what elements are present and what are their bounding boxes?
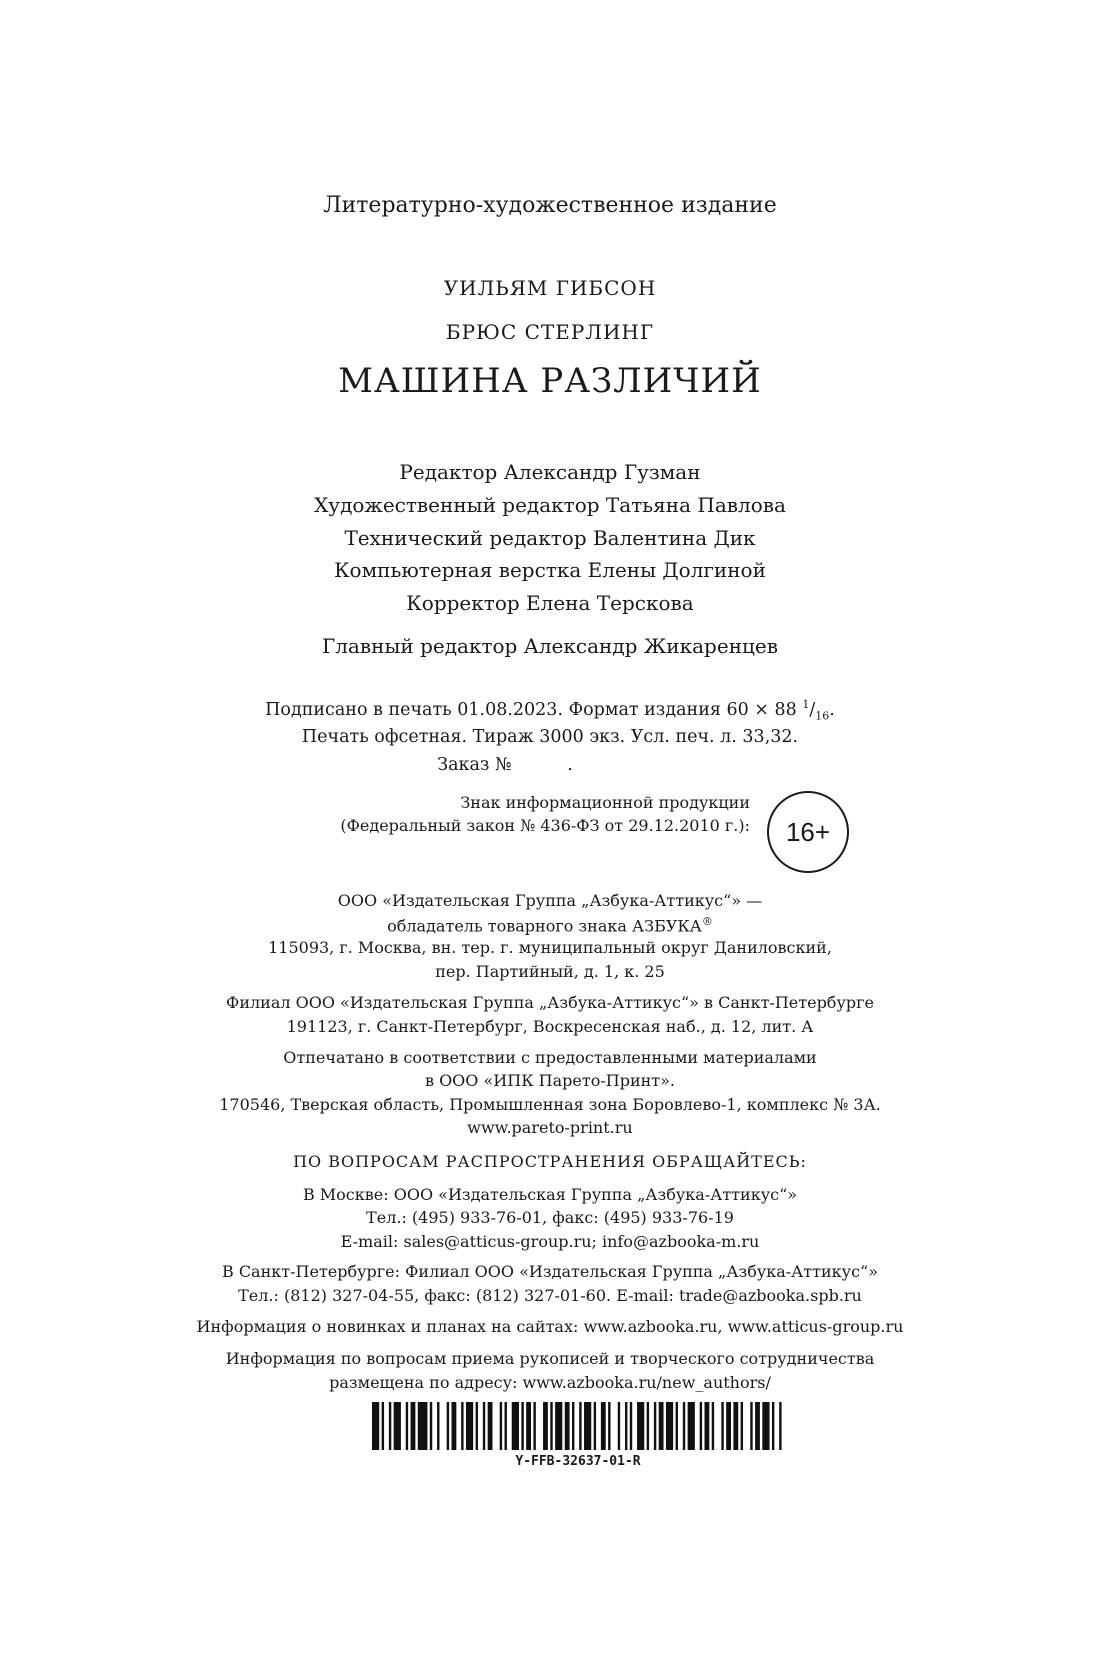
book-title: МАШИНА РАЗЛИЧИЙ bbox=[338, 361, 762, 401]
barcode-bar-52 bbox=[762, 1402, 769, 1450]
barcode-bar-49 bbox=[741, 1402, 743, 1450]
barcode-label: Y-FFB-32637-01-R bbox=[515, 1454, 641, 1469]
info-sign-line2: (Федеральный закон № 436-ФЗ от 29.12.2010 г.): bbox=[340, 816, 750, 835]
barcode-bar-12 bbox=[466, 1402, 473, 1450]
barcode-bar-50 bbox=[750, 1402, 752, 1450]
barcode-bar-25 bbox=[565, 1402, 570, 1450]
barcode-bar-41 bbox=[683, 1402, 685, 1450]
distribution-spb-1: В Санкт-Петербурге: Филиал ООО «Издательская Группа „Азбука-Аттикус“» bbox=[221, 1262, 879, 1281]
credit-tech-editor: Технический редактор Валентина Дик bbox=[344, 526, 756, 550]
barcode-bar-27 bbox=[579, 1402, 581, 1450]
barcode-bar-4 bbox=[406, 1402, 408, 1450]
distribution-moscow-3: E-mail: sales@atticus-group.ru; info@azbooka-m.ru bbox=[340, 1232, 760, 1251]
barcode-bar-35 bbox=[637, 1402, 644, 1450]
barcode-bar-13 bbox=[476, 1402, 478, 1450]
publisher-line1: ООО «Издательская Группа „Азбука-Аттикус“» — bbox=[337, 891, 763, 910]
barcode-bar-39 bbox=[666, 1402, 673, 1450]
distribution-moscow-2: Тел.: (495) 933-76-01, факс: (495) 933-76-19 bbox=[366, 1208, 734, 1227]
barcode-bar-51 bbox=[755, 1402, 760, 1450]
order-number: Заказ № . bbox=[437, 755, 573, 775]
barcode-bar-20 bbox=[526, 1402, 531, 1450]
barcode-bar-0 bbox=[372, 1402, 379, 1450]
barcode-bar-44 bbox=[704, 1402, 709, 1450]
barcode-bar-28 bbox=[584, 1402, 591, 1450]
manuscripts-line2: размещена по адресу: www.azbooka.ru/new_authors/ bbox=[329, 1373, 771, 1392]
publisher-line3: 115093, г. Москва, вн. тер. г. муниципальный округ Даниловский, bbox=[268, 938, 832, 957]
branch-line1: Филиал ООО «Издательская Группа „Азбука-Аттикус“» в Санкт-Петербурге bbox=[226, 993, 874, 1012]
barcode-bar-48 bbox=[733, 1402, 738, 1450]
websites-info: Информация о новинках и планах на сайтах: www.azbooka.ru, www.atticus-group.ru bbox=[196, 1317, 904, 1336]
publisher-line4: пер. Партийный, д. 1, к. 25 bbox=[435, 962, 665, 981]
barcode-bar-26 bbox=[572, 1402, 574, 1450]
credit-corrector: Корректор Елена Терскова bbox=[406, 591, 694, 615]
barcode-bar-29 bbox=[594, 1402, 596, 1450]
distribution-heading: ПО ВОПРОСАМ РАСПРОСТРАНЕНИЯ ОБРАЩАЙТЕСЬ: bbox=[293, 1152, 807, 1171]
info-sign-line1: Знак информационной продукции bbox=[460, 793, 750, 812]
barcode-bar-18 bbox=[512, 1402, 519, 1450]
printer-website: www.pareto-print.ru bbox=[467, 1118, 633, 1137]
barcode-bar-30 bbox=[601, 1402, 606, 1450]
barcode-bar-42 bbox=[688, 1402, 695, 1450]
barcode-bar-43 bbox=[700, 1402, 702, 1450]
barcode-bar-1 bbox=[382, 1402, 384, 1450]
branch-line2: 191123, г. Санкт-Петербург, Воскресенская наб., д. 12, лит. А bbox=[286, 1017, 814, 1036]
printer-line3: 170546, Тверская область, Промышленная зона Боровлево-1, комплекс № 3А. bbox=[219, 1095, 881, 1114]
distribution-spb-2: Тел.: (812) 327-04-55, факс: (812) 327-01-60. E-mail: trade@azbooka.spb.ru bbox=[238, 1286, 862, 1305]
barcode-bar-10 bbox=[452, 1402, 457, 1450]
barcode-bar-32 bbox=[618, 1402, 620, 1450]
manuscripts-line1: Информация по вопросам приема рукописей и творческого сотрудничества bbox=[225, 1349, 875, 1368]
barcode-bar-21 bbox=[533, 1402, 535, 1450]
barcode-bar-38 bbox=[659, 1402, 664, 1450]
barcode-bar-36 bbox=[647, 1402, 649, 1450]
barcode-bar-3 bbox=[394, 1402, 401, 1450]
publisher-line2: обладатель товарного знака АЗБУКА® bbox=[387, 915, 713, 936]
barcode-bar-45 bbox=[712, 1402, 714, 1450]
chief-editor: Главный редактор Александр Жикаренцев bbox=[322, 634, 778, 658]
barcode-bar-23 bbox=[550, 1402, 552, 1450]
barcode-bar-53 bbox=[772, 1402, 774, 1450]
barcode-bar-24 bbox=[555, 1402, 562, 1450]
barcode-bar-9 bbox=[447, 1402, 449, 1450]
barcode-bar-15 bbox=[488, 1402, 493, 1450]
author-2: БРЮС СТЕРЛИНГ bbox=[445, 320, 655, 344]
barcode-bar-37 bbox=[654, 1402, 656, 1450]
registered-mark: ® bbox=[701, 915, 713, 928]
info-sign-label bbox=[340, 793, 750, 835]
barcode-bar-40 bbox=[676, 1402, 678, 1450]
barcode-bar-47 bbox=[726, 1402, 731, 1450]
distribution-moscow-1: В Москве: ООО «Издательская Группа „Азбука-Аттикус“» bbox=[302, 1185, 798, 1204]
barcode-bar-34 bbox=[630, 1402, 632, 1450]
barcode bbox=[372, 1402, 784, 1450]
author-1: УИЛЬЯМ ГИБСОН bbox=[443, 276, 657, 300]
printer-line1: Отпечатано в соответствии с предоставленными материалами bbox=[283, 1048, 817, 1067]
print-info-line1: Подписано в печать 01.08.2023. Формат издания 60 × 88 $^1/_{16}$. bbox=[265, 698, 835, 723]
credit-editor: Редактор Александр Гузман bbox=[399, 460, 701, 484]
barcode-bar-54 bbox=[779, 1402, 781, 1450]
credit-art-editor: Художественный редактор Татьяна Павлова bbox=[314, 493, 786, 517]
barcode-bar-31 bbox=[608, 1402, 610, 1450]
barcode-bar-5 bbox=[411, 1402, 416, 1450]
barcode-bar-22 bbox=[543, 1402, 548, 1450]
age-rating-badge: 16+ bbox=[767, 791, 849, 873]
barcode-bar-19 bbox=[521, 1402, 523, 1450]
barcode-bar-17 bbox=[505, 1402, 507, 1450]
barcode-bar-7 bbox=[430, 1402, 432, 1450]
barcode-bar-6 bbox=[418, 1402, 428, 1450]
barcode-bar-33 bbox=[625, 1402, 627, 1450]
barcode-bar-14 bbox=[483, 1402, 485, 1450]
barcode-bar-11 bbox=[461, 1402, 463, 1450]
barcode-bar-46 bbox=[721, 1402, 723, 1450]
barcode-bar-2 bbox=[389, 1402, 391, 1450]
edition-type: Литературно-художественное издание bbox=[323, 193, 777, 218]
printer-line2: в ООО «ИПК Парето-Принт». bbox=[424, 1071, 676, 1090]
barcode-bar-16 bbox=[500, 1402, 502, 1450]
barcode-bar-8 bbox=[437, 1402, 439, 1450]
print-info-line2: Печать офсетная. Тираж 3000 экз. Усл. печ. л. 33,32. bbox=[301, 727, 799, 747]
credit-layout: Компьютерная верстка Елены Долгиной bbox=[334, 558, 766, 582]
